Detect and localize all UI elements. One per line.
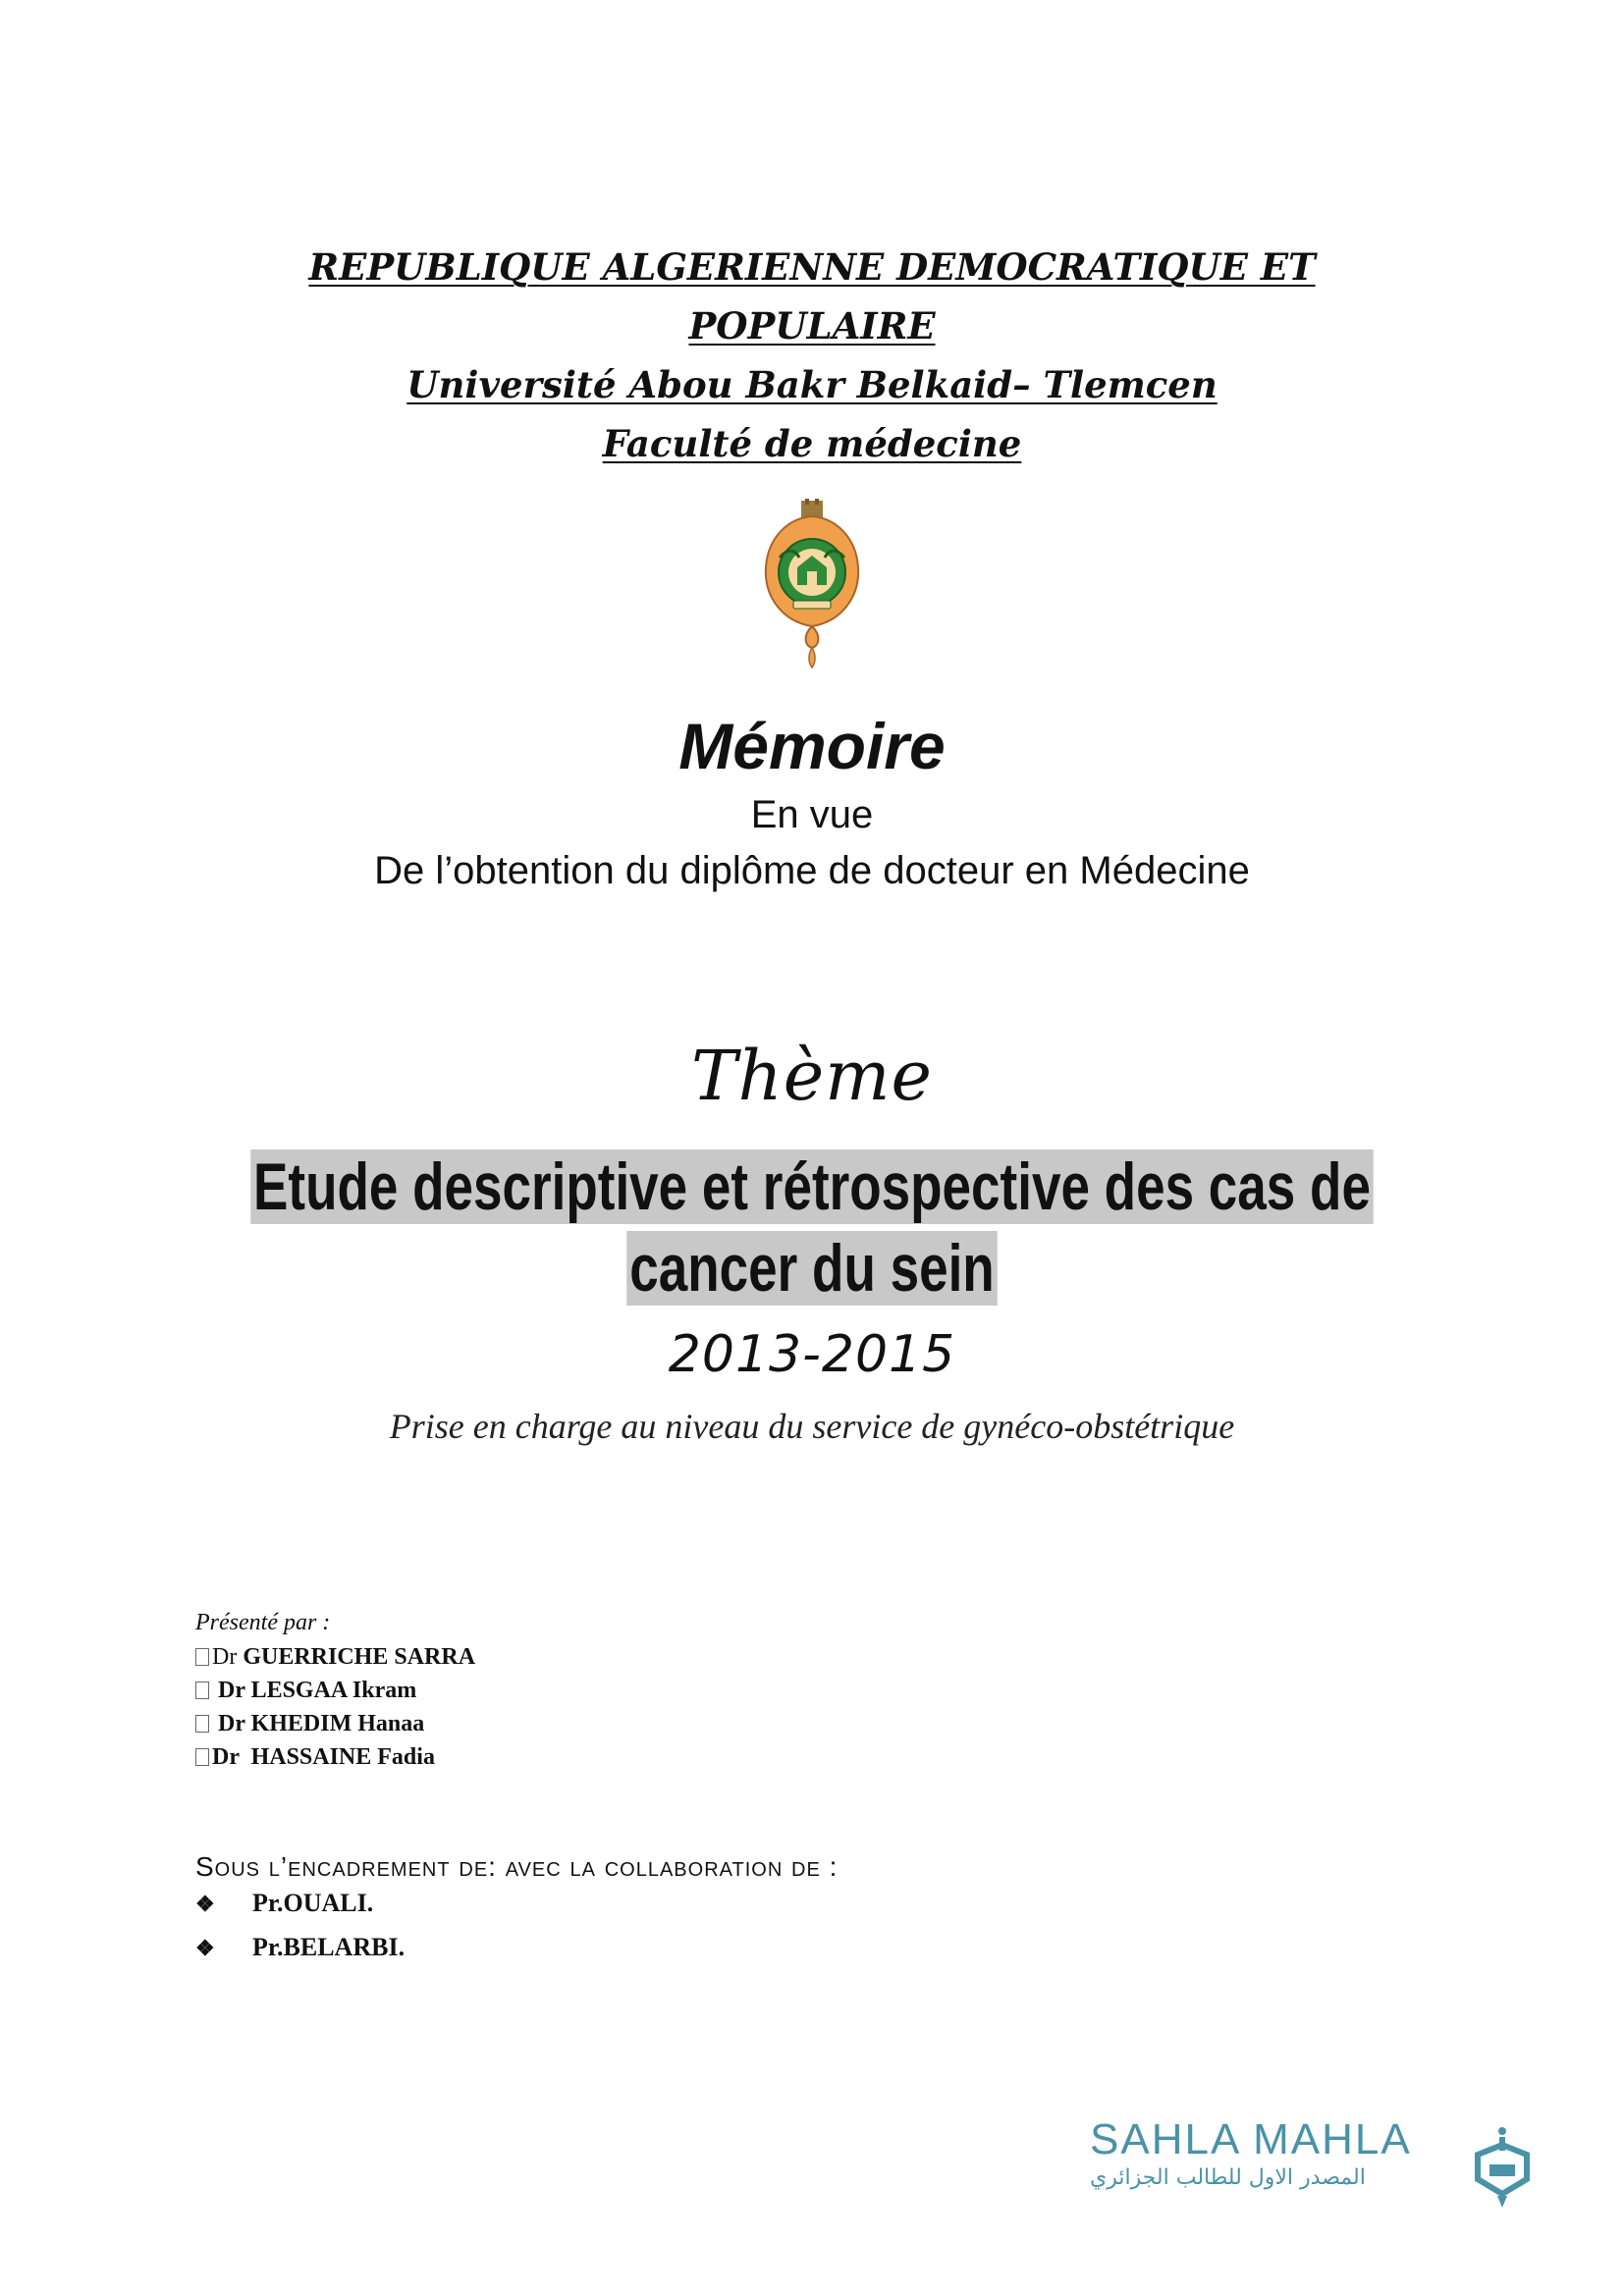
- thesis-title-line1: [179, 1148, 1445, 1225]
- thesis-subtitle: Prise en charge au niveau du service de gynéco-obstétrique: [389, 1407, 1235, 1446]
- presented-by-section: [195, 1610, 475, 1774]
- author-row: [195, 1640, 475, 1674]
- faculty-name: Faculté de médecine: [602, 422, 1022, 465]
- university-emblem-icon: [758, 499, 866, 670]
- author-row: [195, 1740, 475, 1774]
- supervision-label: Sous l’encadrement de: avec la collaboration de :: [195, 1851, 839, 1882]
- professor-name: Pr.OUALI.: [252, 1889, 374, 1917]
- diamond-bullet-icon: ❖: [195, 1892, 215, 1916]
- checkbox-icon: [195, 1648, 209, 1666]
- author-prefix: Dr: [212, 1644, 244, 1670]
- theme-label: Thème: [690, 1036, 933, 1116]
- thesis-years: 2013-2015: [668, 1325, 956, 1384]
- sahla-mahla-logo: SAHLA MAHLA: [1090, 2115, 1412, 2163]
- thesis-title-line1-text: Etude descriptive et rétrospective des cas de: [250, 1149, 1374, 1224]
- checkbox-icon: [195, 1682, 209, 1699]
- header-line1: REPUBLIQUE ALGERIENNE DEMOCRATIQUE ET: [308, 245, 1316, 289]
- sahla-mahla-tagline: المصدر الاول للطالب الجزائري: [1090, 2165, 1366, 2190]
- memoire-line1: En vue: [750, 793, 874, 836]
- thesis-title-line2: [179, 1230, 1445, 1307]
- author-prefix: Dr: [212, 1711, 251, 1736]
- author-prefix: Dr: [212, 1678, 251, 1703]
- professor-row: [195, 1933, 405, 1962]
- author-name: HASSAINE Fadia: [250, 1744, 435, 1770]
- diamond-bullet-icon: ❖: [195, 1936, 215, 1960]
- author-name: KHEDIM Hanaa: [250, 1711, 425, 1736]
- checkbox-icon: [195, 1715, 209, 1733]
- author-name: LESGAA Ikram: [250, 1678, 417, 1703]
- professor-row: [195, 1889, 373, 1918]
- author-prefix: Dr: [212, 1744, 251, 1770]
- sahla-mahla-emblem-icon: [1468, 2125, 1537, 2209]
- author-row: [195, 1674, 475, 1707]
- header-line2: POPULAIRE: [688, 304, 936, 347]
- checkbox-icon: [195, 1748, 209, 1766]
- author-name: GUERRICHE SARRA: [243, 1644, 476, 1670]
- author-row: [195, 1707, 475, 1740]
- memoire-title: Mémoire: [678, 710, 946, 782]
- thesis-title-line2-text: cancer du sein: [626, 1231, 998, 1306]
- memoire-line2: De l’obtention du diplôme de docteur en Médecine: [374, 849, 1250, 892]
- professor-name: Pr.BELARBI.: [252, 1933, 406, 1961]
- presented-by-label: Présenté par :: [195, 1610, 331, 1635]
- university-name: Université Abou Bakr Belkaid– Tlemcen: [406, 363, 1218, 406]
